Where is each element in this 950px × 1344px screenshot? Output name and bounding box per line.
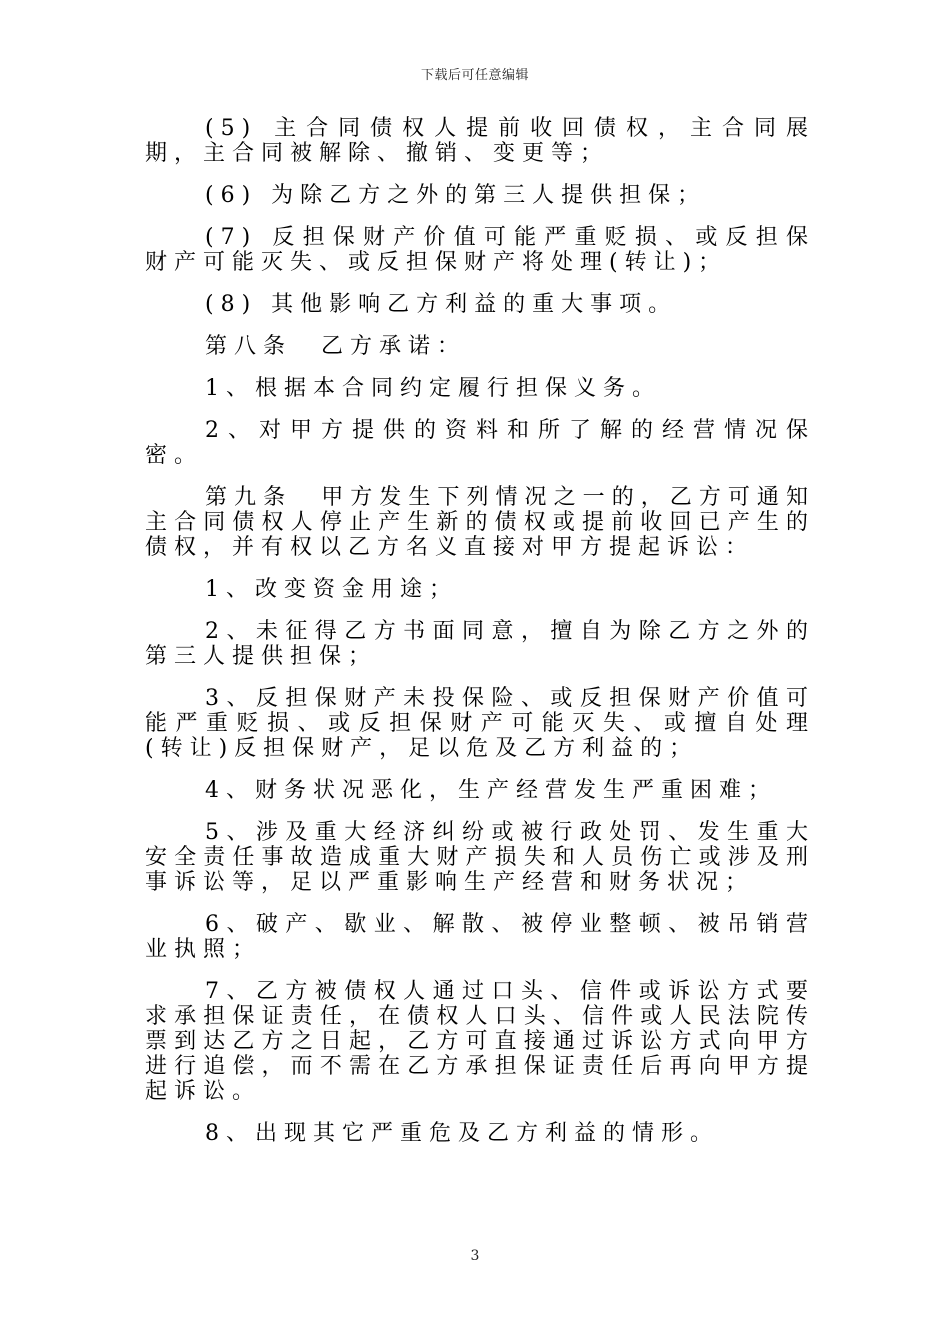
page-header: 下载后可任意编辑 <box>420 68 529 83</box>
article-9-item-5: 5、涉及重大经济纠纷或被行政处罚、发生重大安全责任事故造成重大财产损失和人员伤亡或涉及刑事诉讼等，足以严重影响生产经营和财务状况； <box>145 820 815 895</box>
clause-item-5: (5) 主合同债权人提前收回债权，主合同展期，主合同被解除、撤销、变更等； <box>145 116 815 166</box>
article-9-item-4: 4、财务状况恶化，生产经营发生严重困难； <box>205 778 777 803</box>
article-8-item-1: 1、根据本合同约定履行担保义务。 <box>205 376 661 401</box>
clause-item-6: (6) 为除乙方之外的第三人提供担保； <box>205 183 707 208</box>
document-body <box>145 116 815 1163</box>
page-number: 3 <box>470 1248 480 1264</box>
article-9-item-3: 3、反担保财产未投保险、或反担保财产价值可能严重贬损、或反担保财产可能灭失、或擅自处理(转让)反担保财产，足以危及乙方利益的； <box>145 686 815 761</box>
clause-item-7: (7) 反担保财产价值可能严重贬损、或反担保财产可能灭失、或反担保财产将处理(转让)； <box>145 225 815 275</box>
article-9-item-8: 8、出现其它严重危及乙方利益的情形。 <box>205 1121 719 1146</box>
article-9-heading: 第九条 甲方发生下列情况之一的，乙方可通知主合同债权人停止产生新的债权或提前收回已产生的债权，并有权以乙方名义直接对甲方提起诉讼： <box>145 485 815 560</box>
article-9-item-1: 1、改变资金用途； <box>205 577 458 602</box>
article-8-heading: 第八条 乙方承诺： <box>205 334 467 359</box>
article-8-item-2: 2、对甲方提供的资料和所了解的经营情况保密。 <box>145 418 815 468</box>
article-9-item-7: 7、乙方被债权人通过口头、信件或诉讼方式要求承担保证责任，在债权人口头、信件或人民法院传票到达乙方之日起，乙方可直接通过诉讼方式向甲方进行追偿，而不需在乙方承担保证责任后再向甲方提起诉讼。 <box>145 979 815 1104</box>
clause-item-8: (8) 其他影响乙方利益的重大事项。 <box>205 292 678 317</box>
article-9-item-6: 6、破产、歇业、解散、被停业整顿、被吊销营业执照； <box>145 912 815 962</box>
article-9-item-2: 2、未征得乙方书面同意，擅自为除乙方之外的第三人提供担保； <box>145 619 815 669</box>
